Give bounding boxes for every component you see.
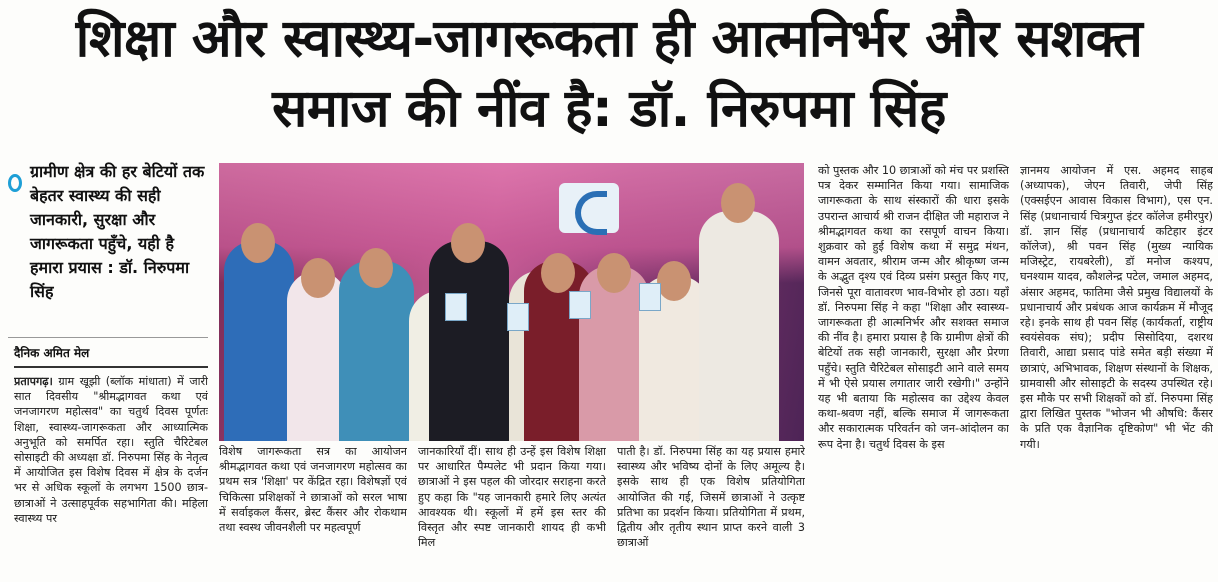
article-column-5: को पुस्तक और 10 छात्राओं को मंच पर प्रशस्ति पत्र देकर सम्मानित किया गया। सामाजिक जागरूकता के साथ संस्कारों की धारा इसके उपरान्त आचार्य श्री राजन दीक्षित जी महाराज ने श्रीमद्भागवत कथा का रसपूर्ण वाचन किया। शुक्रवार को हुई विशेष कथा में समुद्र मंथन, वामन अवतार, श्रीराम जन्म और श्रीकृष्ण जन्म के अद्भुत दृश्य एवं दिव्य प्रसंग प्रस्तुत किए गए, जिनसे पूरा वातावरण भाव-विभोर हो उठा। यहाँ डॉ. निरुपमा सिंह ने कहा "शिक्षा और स्वास्थ्य-जागरूकता ही आत्मनिर्भर और सशक्त समाज की नींव है। हमारा प्रयास है कि ग्रामीण क्षेत्रों की बेटियों तक सही जानकारी, सुरक्षा और प्रेरणा पहुँचे। स्तुति चैरिटेबल सोसाइटी आने वाले समय में भी ऐसे प्रयास लगातार जारी रखेगी।" उन्होंने यह भी बताया कि महोत्सव का उद्देश्य केवल कथा-श्रवण नहीं, बल्कि समाज में जागरूकता और सकारात्मक परिवर्तन को जन-आंदोलन का रूप देना है। चतुर्थ दिवस के इस [818,164,1009,451]
byline: दैनिक अमित मेल [14,346,90,360]
article-column-4: पाती है। डॉ. निरुपमा सिंह का यह प्रयास हमारे स्वास्थ्य और भविष्य दोनों के लिए अमूल्य है। इसके साथ ही एक विशेष प्रतियोगिता आयोजित की गई, जिसमें छात्राओं ने उत्कृष्ट प्रतिभा का प्रदर्शन किया। प्रतियोगिता में प्रथम, द्वितीय और तृतीय स्थान प्राप्त करने वाली 3 छात्राओं [617,445,805,550]
headline [0,4,1218,144]
headline-line-2: समाज की नींव है: डॉ. निरुपमा सिंह [272,79,946,139]
article-column-1 [14,374,208,580]
article-column-2: विशेष जागरूकता सत्र का आयोजन श्रीमद्भागवत कथा एवं जनजागरण महोत्सव का प्रथम सत्र 'शिक्षा' पर केंद्रित रहा। विशेषज्ञों एवं चिकित्सा प्रशिक्षकों ने छात्राओं को सरल भाषा में सर्वाइकल कैंसर, ब्रेस्ट कैंसर और रोकथाम तथा स्वस्थ जीवनशैली पर महत्वपूर्ण [219,445,407,535]
headline-line-1: शिक्षा और स्वास्थ्य-जागरूकता ही आत्मनिर्भर और सशक्त [75,9,1143,69]
event-photo [219,163,804,441]
bullet-circle-icon [8,174,22,192]
society-logo-icon [559,183,619,233]
article-column-3: जानकारियाँ दीं। साथ ही उन्हें इस विशेष शिक्षा पर आधारित पैम्पलेट भी प्रदान किया गया। छात्राओं ने इस पहल की जोरदार सराहना करते हुए कहा कि "यह जानकारी हमारे लिए अत्यंत आवश्यक थी। स्कूलों में हमें इस स्तर की विस्तृत और स्पष्ट जानकारी शायद ही कभी मिल [418,445,606,550]
divider [8,337,208,338]
pull-quote [8,160,208,304]
dateline: प्रतापगढ़। [14,375,53,388]
divider [14,366,208,368]
pull-quote-text: ग्रामीण क्षेत्र की हर बेटियों तक बेहतर स्वास्थ्य की सही जानकारी, सुरक्षा और जागरूकता पहुँचे, यही है हमारा प्रयास : डॉ. निरुपमा सिंह [30,162,205,301]
article-column-6: ज्ञानमय आयोजन में एस. अहमद साहब (अध्यापक), जेएन तिवारी, जेपी सिंह (एक्सईएन आवास विकास विभाग), एस एन. सिंह (प्रधानाचार्य चित्रगुप्त इंटर कॉलेज हमीरपुर) डॉ. ज्ञान सिंह (प्रधानाचार्य कटिहार इंटर कॉलेज), श्री पवन सिंह (मुख्य न्यायिक मजिस्ट्रेट, रायबरेली), डॉ मनोज कश्यप, घनश्याम यादव, कौशलेन्द्र पटेल, जमाल अहमद, अंसार अहमद, फातिमा जैसे प्रमुख विद्यालयों के प्रधानाचार्य और प्रबंधक आज कार्यक्रम में मौजूद रहे। इनके साथ ही पवन सिंह (कार्यकर्ता, राष्ट्रीय स्वयंसेवक संघ); प्रदीप सिसोदिया, दशरथ तिवारी, आद्या प्रसाद पांडे समेत बड़ी संख्या में छात्राएं, अभिभावक, शिक्षण संस्थानों के शिक्षक, ग्रामवासी और सोसाइटी के सदस्य उपस्थित रहे। इस मौके पर सभी शिक्षकों को डॉ. निरुपमा सिंह द्वारा लिखित पुस्तक "भोजन भी औषधि: कैंसर के प्रति एक वैज्ञानिक दृष्टिकोण" भी भेंट की गयी। [1020,164,1213,451]
column-1-text: ग्राम खूझी (ब्लॉक मांधाता) में जारी सात दिवसीय "श्रीमद्भागवत कथा एवं जनजागरण महोत्सव" का चतुर्थ दिवस पूर्णतः शिक्षा, स्वास्थ्य-जागरूकता और आध्यात्मिक अनुभूति को समर्पित रहा। स्तुति चैरिटेबल सोसाइटी की अध्यक्षा डॉ. निरुपमा सिंह के नेतृत्व में आयोजित इस विशेष दिवस में क्षेत्र के दर्जन भर से अधिक स्कूलों के लगभग 1500 छात्र-छात्राओं ने उत्साहपूर्वक सहभागिता की। महिला स्वास्थ्य पर [14,375,208,525]
